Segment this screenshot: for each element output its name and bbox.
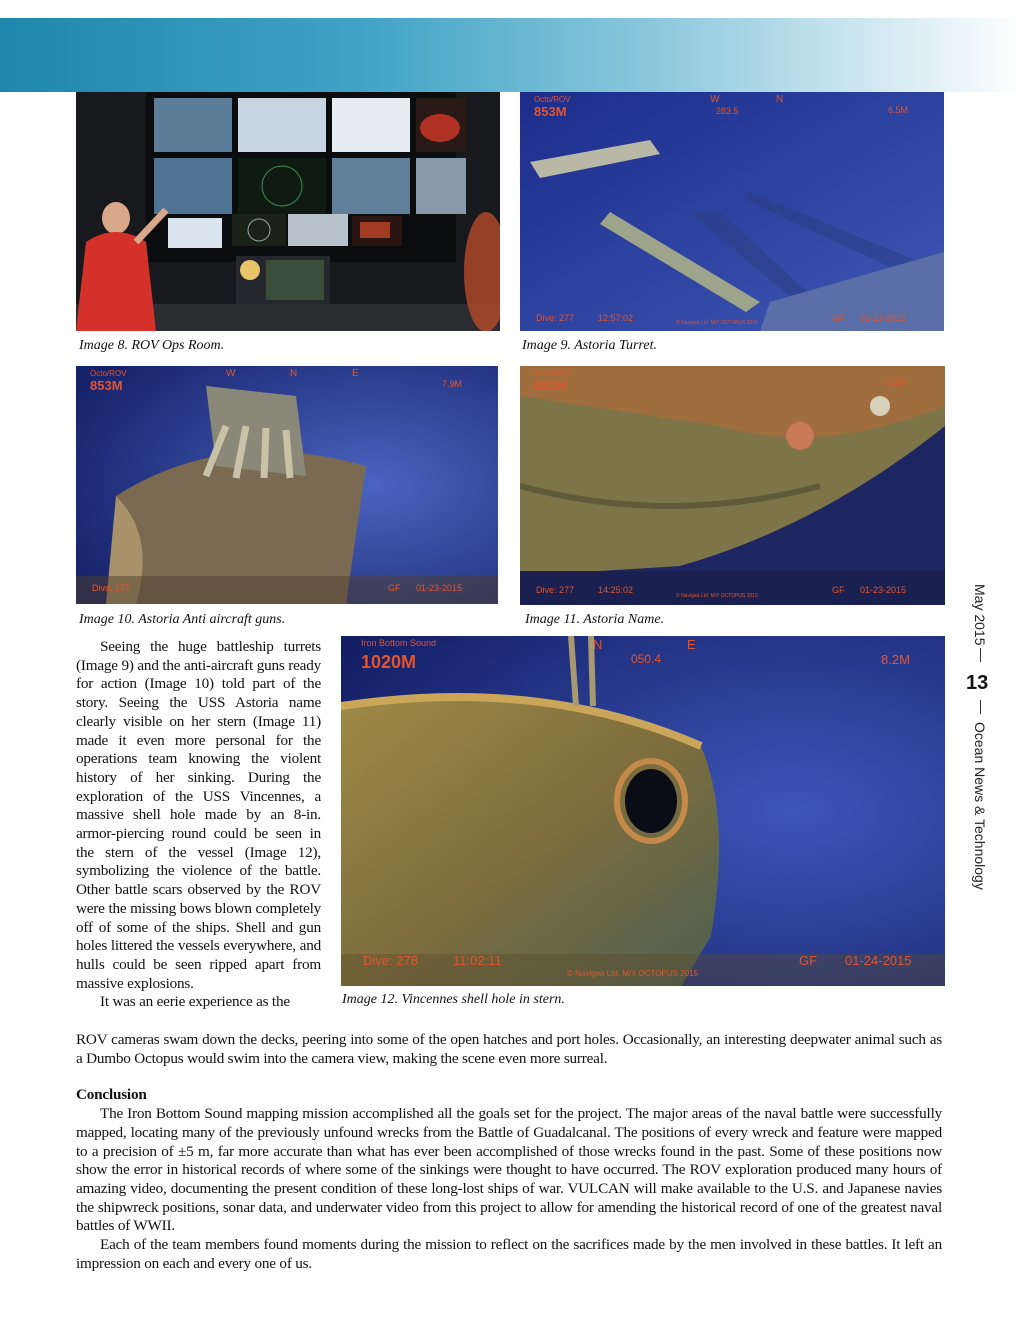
- photo-vincennes-shell-hole: [341, 636, 945, 986]
- hud-top-left-label: Octo/ROV: [534, 95, 571, 104]
- hud-copyright: © Navigea Ltd. M/Y OCTOPUS 2015: [567, 969, 698, 978]
- hud-time: 11:02:11: [453, 953, 502, 968]
- photo-rov-ops-room: [76, 92, 500, 331]
- hud-top-left-label: Octo/ROV: [90, 369, 127, 378]
- photo-astoria-name: [520, 366, 945, 605]
- hud-time: 14:25:02: [598, 585, 634, 595]
- astoria-name-illustration: [520, 366, 945, 605]
- hud-compass-n: N: [776, 94, 784, 105]
- hud-compass-w: W: [710, 94, 720, 105]
- hud-top-left-label: Octo/ROV: [534, 369, 571, 378]
- ops-room-illustration: [76, 92, 500, 331]
- caption-image-8: Image 8. ROV Ops Room.: [79, 338, 225, 353]
- hud-gf: GF: [388, 583, 401, 593]
- publication-name: Ocean News & Technology: [972, 722, 988, 890]
- article-left-column: [76, 638, 321, 1012]
- article-paragraph-2-continued: ROV cameras swam down the decks, peering into some of the open hatches and port holes. Occasionally, an interesting deepwater animal such as a Dumbo Octopus would swim into the camera view, making the scene even more surreal.: [76, 1031, 942, 1067]
- hud-date: 01-23-2015: [860, 313, 907, 323]
- hud-depth: 853M: [90, 378, 123, 393]
- hud-altitude: 7.9M: [442, 379, 463, 389]
- conclusion-paragraph-1: The Iron Bottom Sound mapping mission accomplished all the goals set for the project. The major areas of the naval battle were successfully mapped, locating many of the previously unfound wrecks from the Battle of Guadalcanal. The positions of every wreck and feature were mapped to a precision of ±5 m, far more accurate than what has ever been accomplished of those wrecks found in the past. Some of these positions now show the error in historical records of where some of the sinkings were thought to have occurred. The ROV exploration produced many hours of amazing video, documenting the present condition of these long-lost ships of war. VULCAN will make available to the U.S. and Japanese navies the shipwreck positions, sonar data, and underwater video from this project to allow for amending the historical record of one of the greatest naval battles of WWII.: [76, 1105, 942, 1235]
- sidebar-divider-bottom: [980, 700, 981, 714]
- conclusion-paragraph-2: Each of the team members found moments during the mission to reflect on the sacrifices made by the men involved in these battles. It left an impression on each and every one of us.: [76, 1236, 942, 1272]
- hud-dive: Dive: 278: [363, 953, 418, 968]
- hud-dive: Dive: 277: [92, 583, 131, 593]
- hud-copyright: © Navigea Ltd. M/Y OCTOPUS 2015: [676, 320, 758, 326]
- hud-depth: 852M: [534, 378, 567, 393]
- caption-image-11: Image 11. Astoria Name.: [525, 612, 665, 627]
- hud-depth: 853M: [534, 104, 567, 119]
- caption-image-10: Image 10. Astoria Anti aircraft guns.: [79, 612, 286, 627]
- hud-gf: GF: [799, 953, 818, 968]
- hud-heading: 050.4: [631, 652, 662, 666]
- article-paragraph-1: Seeing the huge battleship turrets (Image 9) and the anti-aircraft guns ready for action (Image 10) told part of the story. Seeing the USS Astoria name clearly visible on her stern (Image 11) made it even more personal for the operations team knowing the violent history of her sinking. During the exploration of the USS Vincennes, a massive shell hole made by an 8-in. armor-piercing round could be seen in the stern of the vessel (Image 12), symbolizing the violence of the battle. Other battle scars observed by the ROV were the missing bows blown completely off of some of the ships. Shell and gun holes littered the vessels everywhere, and hulls could be seen ripped apart from massive explosions.: [76, 638, 321, 992]
- shell-hole-illustration: [341, 636, 945, 986]
- hud-compass-e: E: [687, 637, 696, 652]
- turret-illustration: [520, 92, 944, 331]
- sidebar-divider-top: [980, 648, 981, 662]
- hud-altitude: 8.2M: [881, 652, 910, 667]
- article-paragraph-2-start: It was an eerie experience as the: [100, 993, 290, 1011]
- header-banner: [0, 18, 1024, 92]
- hud-altitude: 6.5M: [888, 105, 909, 115]
- hud-compass-n: N: [593, 637, 603, 652]
- page-number: 13: [966, 672, 989, 694]
- article-full-width: [76, 1031, 942, 1273]
- caption-image-12: Image 12. Vincennes shell hole in stern.: [342, 992, 565, 1007]
- hud-time: 12:57:02: [598, 313, 634, 323]
- hud-altitude: 8.2M: [886, 377, 907, 387]
- caption-image-9: Image 9. Astoria Turret.: [522, 338, 657, 353]
- hud-compass-e: E: [352, 368, 359, 379]
- aa-guns-illustration: [76, 366, 498, 604]
- hud-compass-w: W: [226, 368, 236, 379]
- hud-top-left-label: Iron Bottom Sound: [361, 638, 437, 648]
- hud-gf: GF: [832, 585, 845, 595]
- hud-copyright: © Navigea Ltd. M/Y OCTOPUS 2015: [676, 593, 758, 599]
- hud-date: 01-23-2015: [416, 583, 463, 593]
- issue-date: May 2015: [972, 584, 988, 646]
- hud-dive: Dive: 277: [536, 313, 575, 323]
- hud-depth: 1020M: [361, 652, 417, 672]
- hud-gf: GF: [832, 313, 845, 323]
- photo-astoria-aa-guns: [76, 366, 498, 604]
- hud-dive: Dive: 277: [536, 585, 575, 595]
- hud-compass-n: N: [290, 368, 298, 379]
- hud-date: 01-23-2015: [860, 585, 907, 595]
- conclusion-heading: Conclusion: [76, 1086, 147, 1104]
- hud-heading: 283.5: [716, 106, 739, 116]
- photo-astoria-turret: [520, 92, 944, 331]
- hud-date: 01-24-2015: [845, 953, 912, 968]
